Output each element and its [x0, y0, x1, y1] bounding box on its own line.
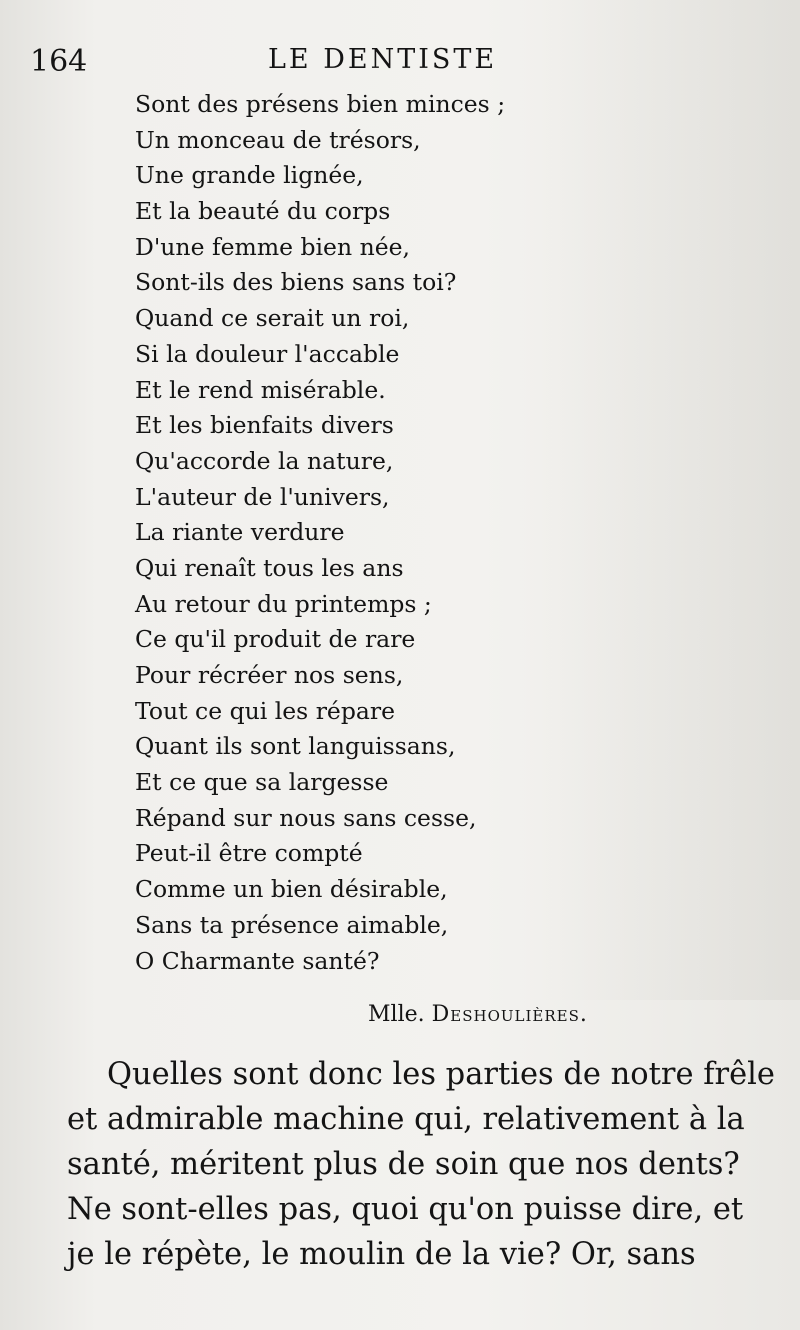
page-number: 164 — [30, 44, 88, 79]
poem-line: Qu'accorde la nature, — [135, 446, 394, 475]
poem-line: Ce qu'il produit de rare — [135, 625, 416, 654]
poem-line: Si la douleur l'accable — [135, 339, 400, 368]
poem-line: Tout ce qui les répare — [135, 696, 396, 725]
poem-line: Et ce que sa largesse — [135, 768, 389, 797]
prose-paragraph — [67, 1052, 775, 1277]
poem-attribution — [368, 1002, 588, 1027]
poem-stanza — [135, 87, 505, 979]
prose-line: et admirable machine qui, relativement à la — [67, 1102, 745, 1137]
poem-line: Sont-ils des biens sans toi? — [135, 268, 457, 297]
poem-line: La riante verdure — [135, 518, 345, 547]
poem-line: Sans ta présence aimable, — [135, 910, 449, 939]
poem-line: Quant ils sont languissans, — [135, 732, 456, 761]
poem-line: Et les bienfaits divers — [135, 411, 394, 440]
poem-line: L'auteur de l'univers, — [135, 482, 390, 511]
poem-line: Comme un bien désirable, — [135, 875, 448, 904]
poem-line: Un monceau de trésors, — [135, 125, 421, 154]
poem-line: O Charmante santé? — [135, 946, 380, 975]
poem-line: Au retour du printemps ; — [135, 589, 432, 618]
poem-line: Qui renaît tous les ans — [135, 553, 404, 582]
poem-line: Quand ce serait un roi, — [135, 304, 410, 333]
attribution-honorific: Mlle. — [368, 1002, 425, 1027]
attribution-author: Deshoulières. — [431, 1002, 588, 1027]
prose-line: santé, méritent plus de soin que nos dents? — [67, 1147, 740, 1182]
running-title: LE DENTISTE — [268, 44, 498, 75]
poem-line: Peut-il être compté — [135, 839, 363, 868]
prose-line: je le répète, le moulin de la vie? Or, sans — [67, 1237, 696, 1272]
poem-line: Répand sur nous sans cesse, — [135, 803, 477, 832]
prose-line: Ne sont-elles pas, quoi qu'on puisse dire, et — [67, 1192, 744, 1227]
poem-line: Sont des présens bien minces ; — [135, 90, 506, 118]
prose-line: Quelles sont donc les parties de notre frêle — [107, 1057, 775, 1092]
show-through-shadow — [540, 0, 800, 1000]
poem-line: Une grande lignée, — [135, 161, 364, 190]
poem-line: Et la beauté du corps — [135, 197, 391, 226]
poem-line: Pour récréer nos sens, — [135, 661, 404, 689]
poem-line: D'une femme bien née, — [135, 232, 410, 261]
poem-line: Et le rend misérable. — [135, 375, 386, 404]
